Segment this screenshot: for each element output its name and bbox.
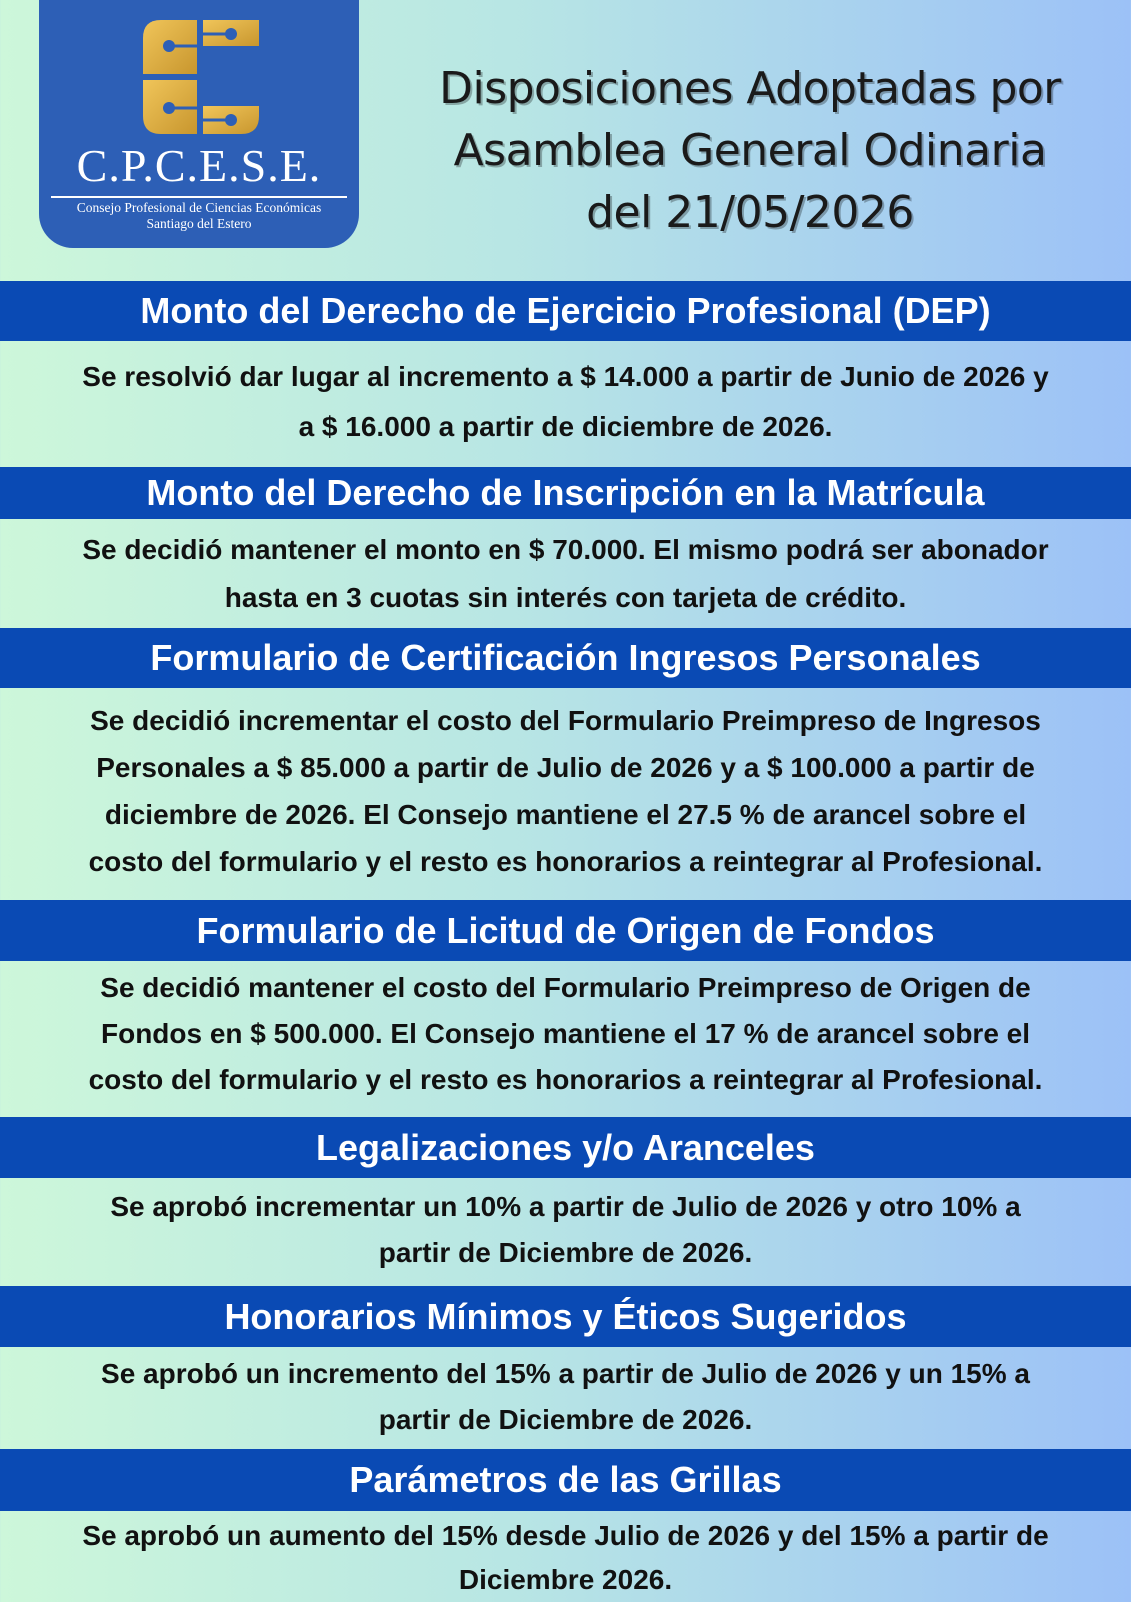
section-body-honorarios bbox=[10, 1351, 1121, 1443]
body-line: diciembre de 2026. El Consejo mantiene el 27.5 % de arancel sobre el bbox=[104, 799, 1027, 830]
section-heading-honorarios: Honorarios Mínimos y Éticos Sugeridos bbox=[0, 1286, 1131, 1347]
page-title bbox=[375, 58, 1125, 244]
body-line: costo del formulario y el resto es honorarios a reintegrar al Profesional. bbox=[88, 1064, 1043, 1095]
body-line: Se aprobó un incremento del 15% a partir de Julio de 2026 y un 15% a bbox=[101, 1358, 1030, 1389]
body-line: Se resolvió dar lugar al incremento a $ 14.000 a partir de Junio de 2026 y bbox=[82, 361, 1049, 392]
section-heading-origen-fondos: Formulario de Licitud de Origen de Fondos bbox=[0, 900, 1131, 961]
section-body-inscripcion bbox=[10, 526, 1121, 622]
body-line: Diciembre 2026. bbox=[458, 1564, 673, 1595]
section-heading-legalizaciones: Legalizaciones y/o Aranceles bbox=[0, 1117, 1131, 1178]
body-line: hasta en 3 cuotas sin interés con tarjeta de crédito. bbox=[224, 582, 907, 613]
section-body-dep bbox=[10, 352, 1121, 452]
logo-subtitle-line-1: Consejo Profesional de Ciencias Económicas bbox=[76, 200, 322, 215]
body-line: Se decidió mantener el costo del Formulario Preimpreso de Origen de bbox=[100, 972, 1031, 1003]
body-line: partir de Diciembre de 2026. bbox=[378, 1404, 753, 1435]
logo-emblem-icon bbox=[139, 16, 263, 138]
logo-divider bbox=[51, 196, 347, 198]
section-heading-grillas: Parámetros de las Grillas bbox=[0, 1449, 1131, 1511]
logo-subtitle-line-2: Santiago del Estero bbox=[146, 216, 252, 231]
section-body-legalizaciones bbox=[10, 1184, 1121, 1276]
section-body-grillas bbox=[10, 1514, 1121, 1602]
section-body-origen-fondos bbox=[10, 965, 1121, 1103]
body-line: costo del formulario y el resto es honorarios a reintegrar al Profesional. bbox=[88, 846, 1043, 877]
body-line: Se aprobó incrementar un 10% a partir de Julio de 2026 y otro 10% a bbox=[110, 1191, 1021, 1222]
body-line: Se decidió mantener el monto en $ 70.000. El mismo podrá ser abonador bbox=[82, 534, 1049, 565]
body-line: Fondos en $ 500.000. El Consejo mantiene el 17 % de arancel sobre el bbox=[100, 1018, 1031, 1049]
body-line: Personales a $ 85.000 a partir de Julio de 2026 y a $ 100.000 a partir de bbox=[96, 752, 1035, 783]
body-line: Se aprobó un aumento del 15% desde Julio de 2026 y del 15% a partir de bbox=[82, 1520, 1049, 1551]
title-line: del 21/05/2026 bbox=[586, 187, 914, 238]
section-body-ingresos-personales bbox=[10, 697, 1121, 885]
title-line: Disposiciones Adoptadas por bbox=[439, 63, 1061, 114]
body-line: a $ 16.000 a partir de diciembre de 2026. bbox=[298, 411, 833, 442]
cpcese-logo bbox=[39, 0, 359, 248]
title-line: Asamblea General Odinaria bbox=[453, 125, 1047, 176]
section-heading-ingresos-personales: Formulario de Certificación Ingresos Personales bbox=[0, 628, 1131, 688]
body-line: partir de Diciembre de 2026. bbox=[378, 1237, 753, 1268]
section-heading-inscripcion: Monto del Derecho de Inscripción en la Matrícula bbox=[0, 467, 1131, 519]
logo-name: C.P.C.E.S.E. bbox=[76, 140, 322, 191]
body-line: Se decidió incrementar el costo del Formulario Preimpreso de Ingresos bbox=[90, 705, 1041, 736]
section-heading-dep: Monto del Derecho de Ejercicio Profesional (DEP) bbox=[0, 281, 1131, 341]
